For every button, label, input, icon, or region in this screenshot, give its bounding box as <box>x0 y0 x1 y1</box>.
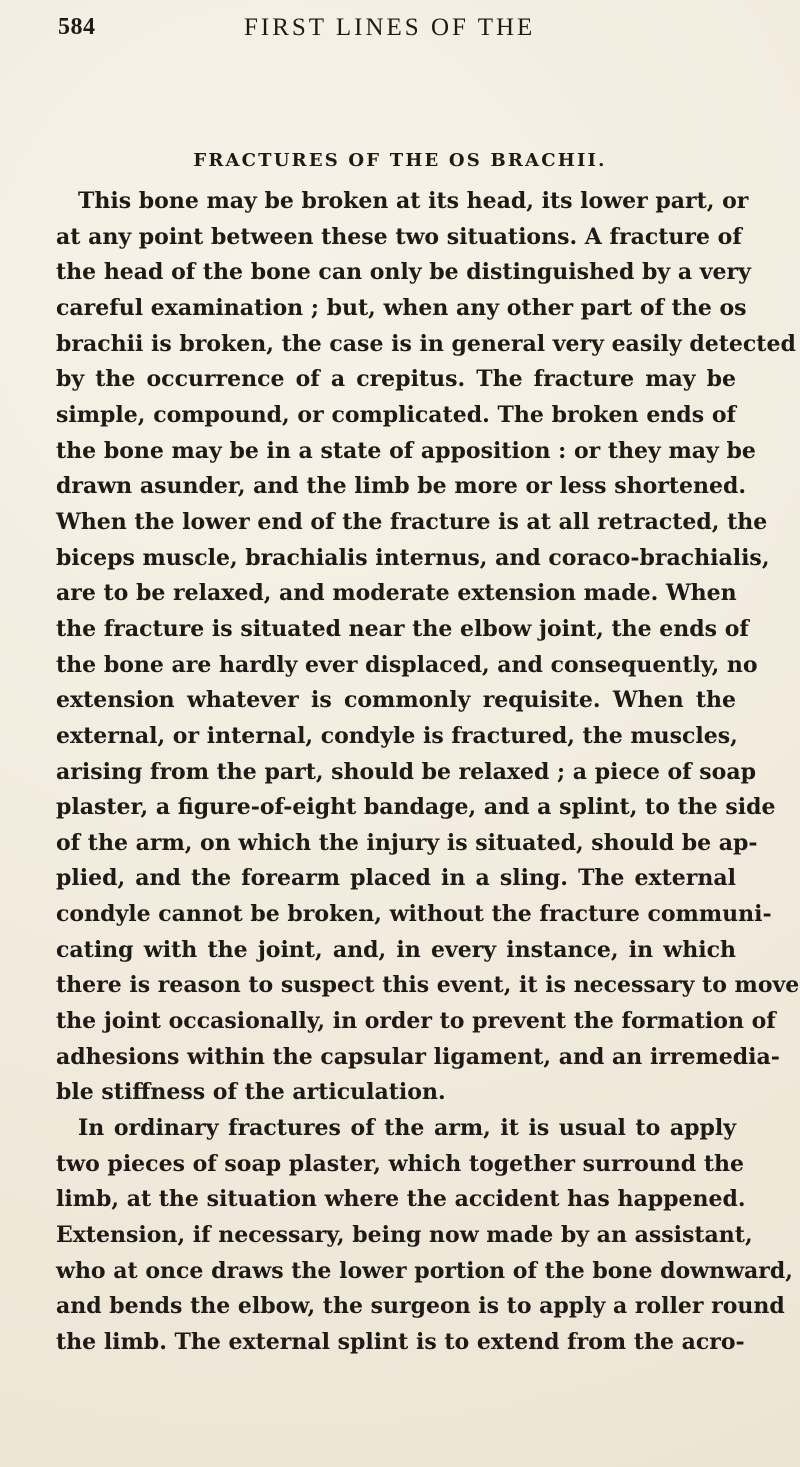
text-line: extension whatever is commonly requisite. When the <box>56 687 736 714</box>
paragraph-2 <box>56 1111 793 1361</box>
text-line: simple, compound, or complicated. The broken ends of <box>56 401 736 428</box>
text-line: the joint occasionally, in order to prevent the formation of <box>56 1008 776 1035</box>
running-title: FIRST LINES OF THE <box>244 14 536 41</box>
text-line: who at once draws the lower portion of the bone downward, <box>56 1257 793 1284</box>
text-line: the bone are hardly ever displaced, and consequently, no <box>56 651 758 678</box>
text-line: by the occurrence of a crepitus. The fracture may be <box>56 366 736 393</box>
text-line: Extension, if necessary, being now made by an assistant, <box>56 1222 753 1249</box>
page-number: 584 <box>58 14 96 40</box>
text-line: careful examination ; but, when any other part of the os <box>56 294 747 321</box>
section-heading: FRACTURES OF THE OS BRACHII. <box>193 150 607 171</box>
text-line: condyle cannot be broken, without the fracture communi- <box>56 901 772 928</box>
text-line: the fracture is situated near the elbow joint, the ends of <box>56 615 749 642</box>
text-line: biceps muscle, brachialis internus, and coraco-brachialis, <box>56 544 770 571</box>
text-line: the limb. The external splint is to extend from the acro- <box>56 1329 745 1355</box>
text-line: at any point between these two situations. A fracture of <box>56 223 742 250</box>
text-line: adhesions within the capsular ligament, and an irremedia- <box>56 1043 780 1070</box>
text-line: When the lower end of the fracture is at all retracted, the <box>56 508 768 535</box>
text-line: external, or internal, condyle is fractured, the muscles, <box>56 722 738 749</box>
text-line: there is reason to suspect this event, it is necessary to move <box>56 972 800 999</box>
text-line: of the arm, on which the injury is situated, should be ap- <box>56 829 758 856</box>
body-text <box>56 184 800 1361</box>
text-line: plaster, a figure-of-eight bandage, and a splint, to the side <box>56 794 776 821</box>
text-line: plied, and the forearm placed in a sling. The external <box>56 865 736 892</box>
text-line: brachii is broken, the case is in general very easily detected <box>56 330 796 357</box>
running-head <box>58 14 748 52</box>
text-line: and bends the elbow, the surgeon is to apply a roller round <box>56 1293 785 1320</box>
text-line: cating with the joint, and, in every instance, in which <box>56 936 736 963</box>
text-line: limb, at the situation where the accident has happened. <box>56 1186 746 1213</box>
text-line: two pieces of soap plaster, which together surround the <box>56 1150 744 1177</box>
text-line: drawn asunder, and the limb be more or less shortened. <box>56 473 747 500</box>
text-line: ble stiffness of the articulation. <box>56 1079 446 1106</box>
text-line: This bone may be broken at its head, its lower part, or <box>78 188 749 214</box>
text-line: In ordinary fractures of the arm, it is usual to apply <box>78 1115 736 1142</box>
text-line: arising from the part, should be relaxed ; a piece of soap <box>56 758 756 785</box>
text-line: the bone may be in a state of apposition : or they may be <box>56 437 756 464</box>
text-line: the head of the bone can only be distinguished by a very <box>56 259 751 286</box>
text-line: are to be relaxed, and moderate extension made. When <box>56 580 737 607</box>
paragraph-1 <box>56 184 800 1111</box>
